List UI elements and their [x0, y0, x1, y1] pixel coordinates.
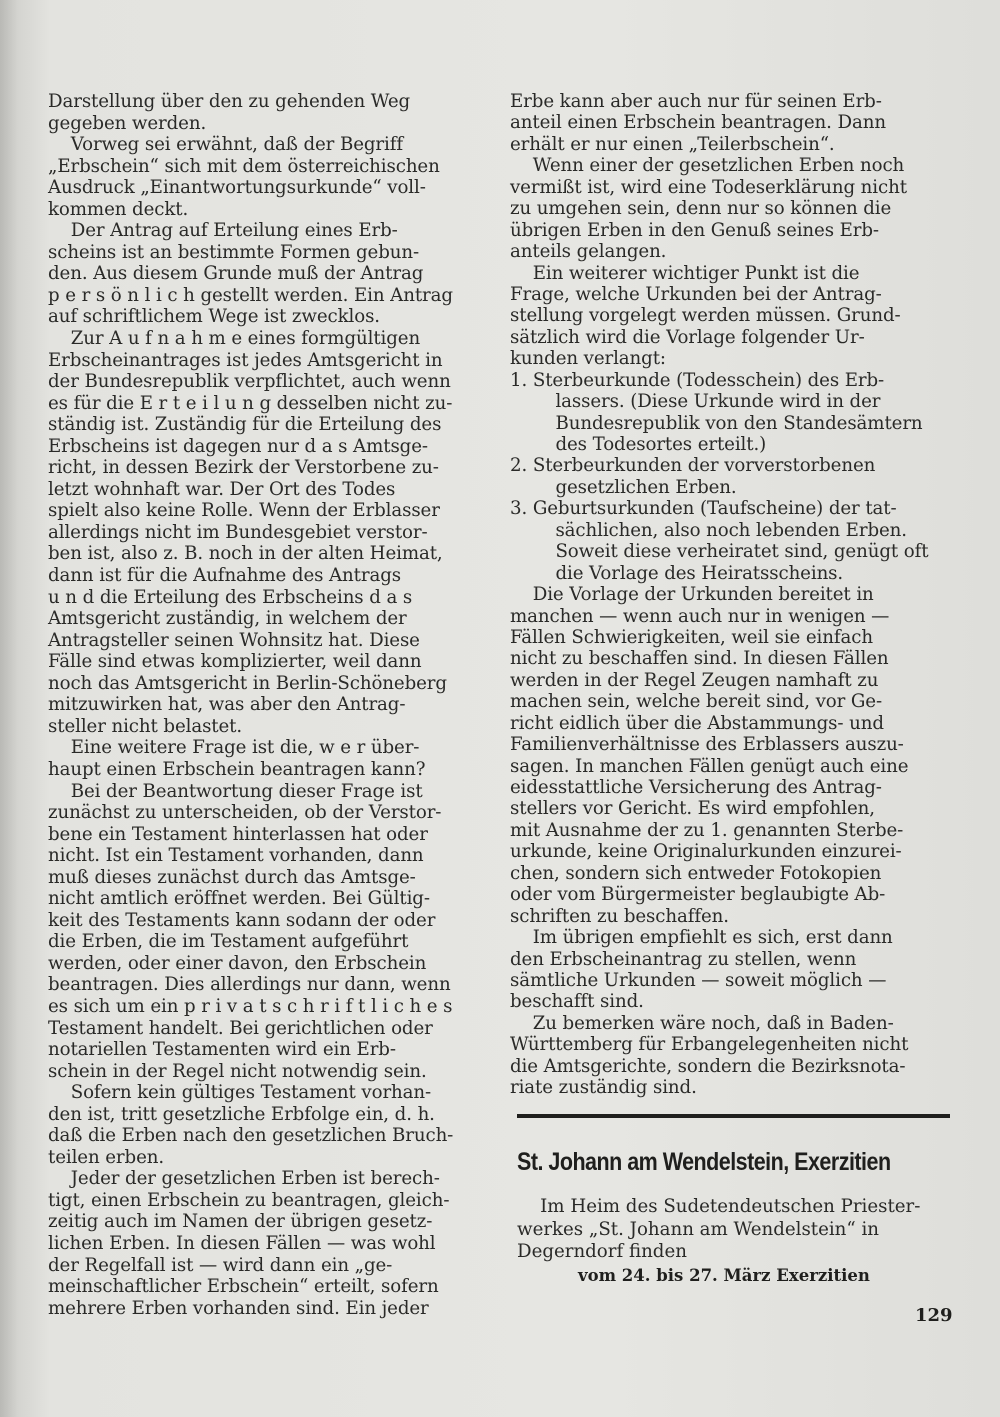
right_column-line: die Amtsgerichte, sondern die Bezirksnota-	[510, 1055, 906, 1077]
right_column-line: Frage, welche Urkunden bei der Antrag-	[510, 283, 882, 305]
section-divider	[517, 1114, 950, 1118]
right_column-line: anteil einen Erbschein beantragen. Dann	[510, 112, 886, 134]
right_column-line: riate zuständig sind.	[510, 1077, 697, 1099]
left_column-line: nicht amtlich eröffnet werden. Bei Gültig-	[48, 888, 430, 910]
left_column-line: notariellen Testamenten wird ein Erb-	[48, 1039, 396, 1061]
left_column-line: Antragsteller seinen Wohnsitz hat. Diese	[48, 629, 420, 651]
announcement-title: St. Johann am Wendelstein, Exerzitien	[517, 1148, 891, 1176]
left_column-line: steller nicht belastet.	[48, 715, 243, 737]
box-line: werkes „St. Johann am Wendelstein“ in	[517, 1218, 880, 1240]
left_column-line: „Erbschein“ sich mit dem österreichischen	[48, 155, 440, 177]
left_column-line: es für die E r t e i l u n g desselben nicht zu-	[48, 392, 453, 414]
left_column-line: tigt, einen Erbschein zu beantragen, gleich-	[48, 1189, 450, 1211]
left_column-line: beantragen. Dies allerdings nur dann, wenn	[48, 974, 451, 996]
left-text-column	[48, 91, 485, 1319]
right_column-line: gesetzlichen Erben.	[510, 476, 737, 498]
left_column-line: richt, in dessen Bezirk der Verstorbene zu-	[48, 457, 439, 479]
right_column-line: richt eidlich über die Abstammungs- und	[510, 712, 884, 734]
left_column-line: schein in der Regel nicht notwendig sein.	[48, 1060, 427, 1082]
left_column-line: Der Antrag auf Erteilung eines Erb-	[48, 220, 398, 242]
right_column-line: den Erbscheinantrag zu stellen, wenn	[510, 948, 857, 970]
left_column-line: p e r s ö n l i c h gestellt werden. Ein Antrag	[48, 284, 453, 306]
left_column-line: mitzuwirken hat, was aber den Antrag-	[48, 694, 406, 716]
left_column-line: bene ein Testament hinterlassen hat oder	[48, 823, 428, 845]
right_column-line: Fällen Schwierigkeiten, weil sie einfach	[510, 626, 873, 648]
left_column-line: den ist, tritt gesetzliche Erbfolge ein, d. h.	[48, 1103, 435, 1125]
left_column-line: daß die Erben nach den gesetzlichen Bruch-	[48, 1125, 454, 1147]
right_column-line: Ein weiterer wichtiger Punkt ist die	[510, 262, 860, 284]
right_column-line: stellung vorgelegt werden müssen. Grund-	[510, 305, 901, 327]
left_column-line: Bei der Beantwortung dieser Frage ist	[48, 780, 423, 802]
right_column-line: Wenn einer der gesetzlichen Erben noch	[510, 155, 905, 177]
left_column-line: lichen Erben. In diesen Fällen — was wohl	[48, 1232, 436, 1254]
right-text-column	[510, 91, 950, 1099]
right_column-line: machen sein, welche bereit sind, vor Ge-	[510, 691, 883, 713]
left_column-line: Amtsgericht zuständig, in welchem der	[48, 608, 407, 630]
left_column-line: Zur A u f n a h m e eines formgültigen	[48, 328, 421, 350]
left_column-line: nicht. Ist ein Testament vorhanden, dann	[48, 845, 424, 867]
right_column-line: sagen. In manchen Fällen genügt auch eine	[510, 755, 909, 777]
right_column-line: nicht zu beschaffen sind. In diesen Fällen	[510, 648, 889, 670]
right_column-line: Familienverhältnisse des Erblassers auszu-	[510, 734, 904, 756]
left_column-line: ständig ist. Zuständig für die Erteilung des	[48, 414, 442, 436]
right_column-line: schriften zu beschaffen.	[510, 905, 729, 927]
right_column-line: erhält er nur einen „Teilerbschein“.	[510, 133, 835, 155]
left_column-line: teilen erben.	[48, 1146, 165, 1168]
right_column-line: Die Vorlage der Urkunden bereitet in	[510, 584, 874, 606]
left_column-line: zeitig auch im Namen der übrigen gesetz-	[48, 1211, 433, 1233]
right_column-line: vermißt ist, wird eine Todeserklärung nicht	[510, 176, 907, 198]
left_column-line: keit des Testaments kann sodann der oder	[48, 909, 436, 931]
left_column-line: Erbscheins ist dagegen nur d a s Amtsge-	[48, 435, 428, 457]
left_column-line: kommen deckt.	[48, 198, 189, 220]
right_column-line: beschafft sind.	[510, 991, 644, 1013]
left_column-line: den. Aus diesem Grunde muß der Antrag	[48, 263, 424, 285]
left_column-line: die Erben, die im Testament aufgeführt	[48, 931, 409, 953]
right_column-line: Bundesrepublik von den Standesämtern	[510, 412, 923, 434]
right_column-line: Erbe kann aber auch nur für seinen Erb-	[510, 91, 882, 112]
left_column-line: meinschaftlicher Erbschein“ erteilt, sofern	[48, 1276, 439, 1298]
right_column-line: mit Ausnahme der zu 1. genannten Sterbe-	[510, 819, 904, 841]
left_column-line: gegeben werden.	[48, 112, 207, 134]
right_column-line: werden in der Regel Zeugen namhaft zu	[510, 669, 879, 691]
right_column-line: Württemberg für Erbangelegenheiten nicht	[510, 1034, 909, 1056]
left_column-line: Testament handelt. Bei gerichtlichen oder	[48, 1017, 433, 1039]
page-number: 129	[915, 1305, 953, 1326]
right_column-line: anteils gelangen.	[510, 241, 667, 263]
left_column-line: Fälle sind etwas komplizierter, weil dann	[48, 651, 422, 673]
left_column-line: werden, oder einer davon, den Erbschein	[48, 952, 427, 974]
announcement-text	[517, 1196, 957, 1264]
right_column-line: oder vom Bürgermeister beglaubigte Ab-	[510, 884, 886, 906]
left_column-line: muß dieses zunächst durch das Amtsge-	[48, 866, 416, 888]
left_column-line: der Bundesrepublik verpflichtet, auch wenn	[48, 371, 451, 393]
left_column-line: auf schriftlichem Wege ist zwecklos.	[48, 306, 380, 328]
left_column-line: haupt einen Erbschein beantragen kann?	[48, 758, 426, 780]
right_column-line: die Vorlage des Heiratsscheins.	[510, 562, 844, 584]
right_column-line: sämtliche Urkunden — soweit möglich —	[510, 969, 887, 991]
left_column-line: Jeder der gesetzlichen Erben ist berech-	[48, 1168, 440, 1190]
left_column-line: spielt also keine Rolle. Wenn der Erblasser	[48, 500, 440, 522]
left_column-line: scheins ist an bestimmte Formen gebun-	[48, 241, 420, 263]
left_column-line: Erbscheinantrages ist jedes Amtsgericht in	[48, 349, 443, 371]
left_column-line: dann ist für die Aufnahme des Antrags	[48, 565, 401, 587]
left_column-line: u n d die Erteilung des Erbscheins d a s	[48, 586, 413, 608]
announcement-dates: vom 24. bis 27. März Exerzitien	[578, 1266, 870, 1285]
left_column-line: allerdings nicht im Bundesgebiet verstor-	[48, 521, 428, 543]
left_column-line: es sich um ein p r i v a t s c h r i f t l i c h e s	[48, 995, 453, 1017]
left_column-line: Eine weitere Frage ist die, w e r über-	[48, 737, 420, 759]
right_column-line: eidesstattliche Versicherung des Antrag-	[510, 777, 882, 798]
right_column-line: sätzlich wird die Vorlage folgender Ur-	[510, 326, 865, 348]
right_column-line: kunden verlangt:	[510, 348, 666, 370]
left_column-line: ben ist, also z. B. noch in der alten Heimat,	[48, 543, 443, 565]
right_column-line: Im übrigen empfiehlt es sich, erst dann	[510, 927, 893, 949]
left_column-line: mehrere Erben vorhanden sind. Ein jeder	[48, 1297, 429, 1319]
left_column-line: letzt wohnhaft war. Der Ort des Todes	[48, 478, 396, 500]
right_column-line: Zu bemerken wäre noch, daß in Baden-	[510, 1012, 894, 1034]
left_column-line: Vorweg sei erwähnt, daß der Begriff	[48, 134, 403, 156]
right_column-line: 2. Sterbeurkunden der vorverstorbenen	[510, 455, 876, 477]
right_column-line: Soweit diese verheiratet sind, genügt oft	[510, 541, 929, 563]
left_column-line: Darstellung über den zu gehenden Weg	[48, 91, 411, 112]
right_column-line: urkunde, keine Originalurkunden einzurei-	[510, 841, 902, 863]
right_column-line: sächlichen, also noch lebenden Erben.	[510, 519, 907, 541]
box-line: Degerndorf finden	[517, 1241, 687, 1262]
left_column-line: zunächst zu unterscheiden, ob der Verstor-	[48, 802, 442, 824]
left_column-line: der Regelfall ist — wird dann ein „ge-	[48, 1254, 393, 1276]
right_column-line: 1. Sterbeurkunde (Todesschein) des Erb-	[510, 369, 885, 391]
right_column-line: des Todesortes erteilt.)	[510, 434, 767, 455]
right_column-line: chen, sondern sich entweder Fotokopien	[510, 862, 882, 884]
right_column-line: zu umgehen sein, denn nur so können die	[510, 198, 892, 220]
left_column-line: Sofern kein gültiges Testament vorhan-	[48, 1082, 432, 1104]
right_column-line: manchen — wenn auch nur in wenigen —	[510, 605, 890, 627]
left_column-line: Ausdruck „Einantwortungsurkunde“ voll-	[48, 177, 426, 199]
right_column-line: stellers vor Gericht. Es wird empfohlen,	[510, 798, 875, 820]
left_column-line: noch das Amtsgericht in Berlin-Schöneberg	[48, 672, 447, 694]
right_column-line: übrigen Erben in den Genuß seines Erb-	[510, 219, 879, 241]
right_column-line: 3. Geburtsurkunden (Taufscheine) der tat-	[510, 498, 897, 520]
box-line: Im Heim des Sudetendeutschen Priester-	[517, 1196, 921, 1217]
right_column-line: lassers. (Diese Urkunde wird in der	[510, 391, 881, 413]
